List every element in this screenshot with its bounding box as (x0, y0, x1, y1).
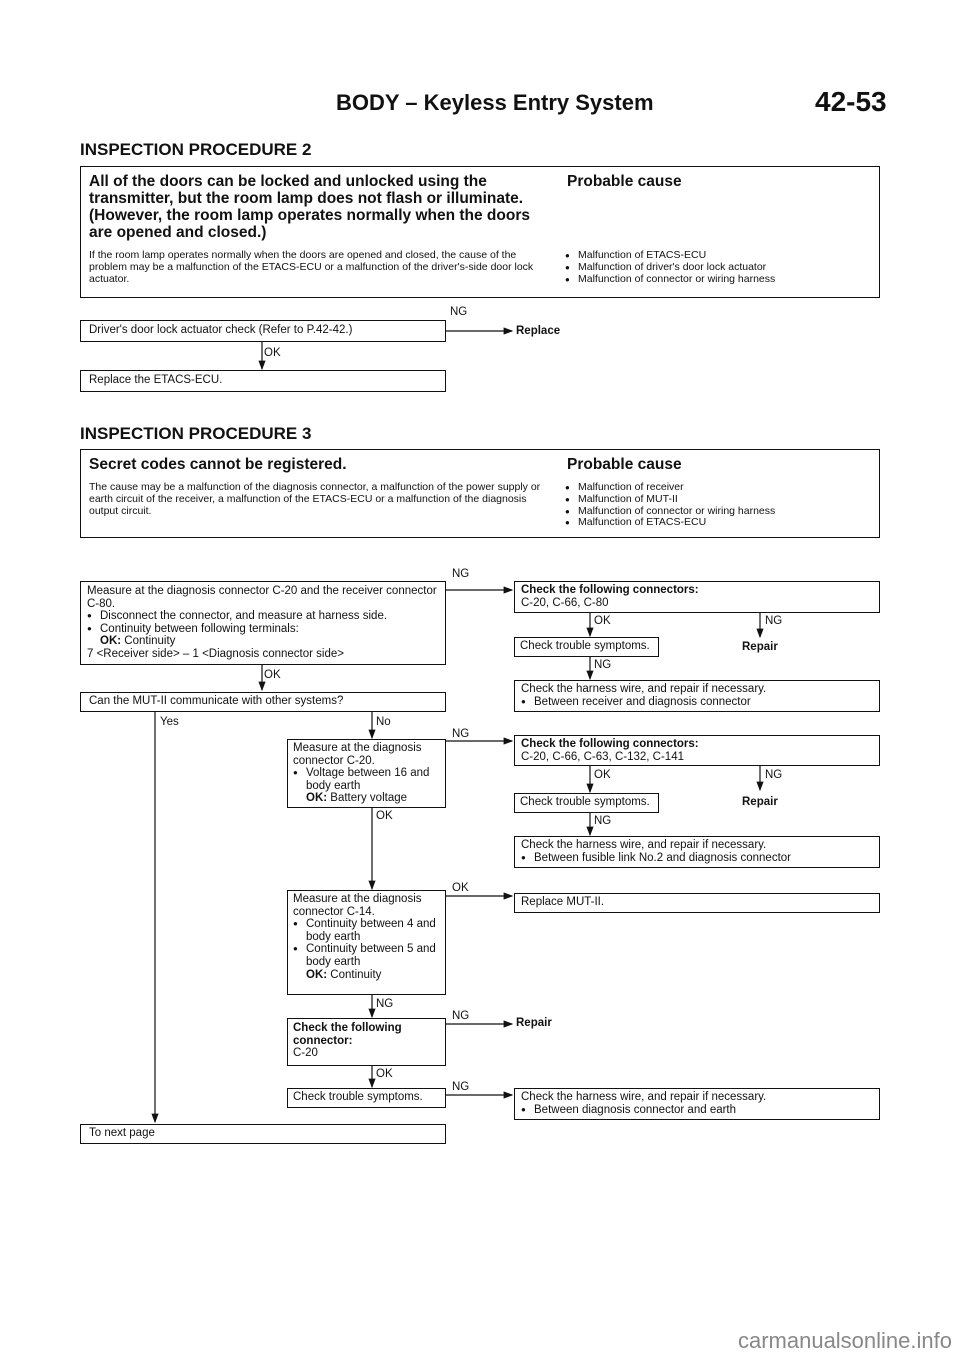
ok-criterion-label: OK: (306, 792, 328, 805)
flow-step-harness-check-1 (514, 680, 880, 712)
flow-step-check-connectors-1 (514, 581, 880, 613)
step-text: Replace MUT-II. (521, 896, 605, 908)
step-bullet: ● Between fusible link No.2 and diagnosis connector (521, 852, 873, 865)
ng-label: NG (765, 769, 783, 781)
ok-criterion: Battery voltage (330, 792, 408, 805)
ng-label: NG (594, 659, 612, 671)
step-heading: Check the following connectors: (521, 738, 699, 750)
result-repair: Repair (516, 1017, 552, 1029)
connector-list: C-20 (293, 1047, 318, 1060)
symptom-text: Secret codes cannot be registered. (89, 456, 347, 473)
step-bullet: ● Continuity between 5 and body earth (293, 943, 440, 968)
step-text: Check the harness wire, and repair if necessary. (521, 683, 767, 695)
flow-step-replace-mut (514, 893, 880, 913)
flow-step-harness-check-2 (514, 836, 880, 868)
step-text: Check the harness wire, and repair if necessary. (521, 839, 767, 851)
step-heading: Check the following connector: (293, 1022, 402, 1047)
flow-step-measure-c20-c80 (80, 581, 446, 665)
flow-step-measure-c14 (287, 890, 446, 995)
yes-label: Yes (160, 716, 179, 728)
cause-item: ● Malfunction of MUT-II (565, 494, 875, 506)
cause-item: ● Malfunction of ETACS-ECU (565, 250, 875, 262)
step-text: Measure at the diagnosis connector C-20 and the receiver connector C-80. (87, 585, 437, 610)
probable-cause-heading: Probable cause (567, 173, 682, 190)
cause-description: If the room lamp operates normally when the doors are opened and closed, the cause of the problem may be a malfunction of the ETACS-ECU or a malfunction of the driver's-side door lock actuator. (89, 249, 534, 285)
step-bullet: ● Between diagnosis connector and earth (521, 1104, 873, 1117)
step-bullet: ● Continuity between following terminals: (87, 623, 439, 636)
ok-criterion-label: OK: (306, 968, 328, 981)
step-text: Driver's door lock actuator check (Refer to P.42-42.) (89, 324, 353, 336)
ng-label: NG (450, 306, 468, 318)
flow-step-check-connector-c20 (287, 1018, 446, 1066)
step-text: Measure at the diagnosis connector C-20. (293, 742, 422, 767)
step-text: Check the harness wire, and repair if necessary. (521, 1091, 767, 1103)
ok-label: OK (594, 615, 611, 627)
connector-list: C-20, C-66, C-63, C-132, C-141 (521, 750, 684, 763)
step-bullet: ● Between receiver and diagnosis connector (521, 696, 873, 709)
result-replace: Replace (516, 325, 561, 337)
step-bullet: ● Disconnect the connector, and measure at harness side. (87, 610, 439, 623)
step-bullet: ● Continuity between 4 and body earth (293, 918, 440, 943)
cause-item: ● Malfunction of receiver (565, 482, 875, 494)
cause-description: The cause may be a malfunction of the diagnosis connector, a malfunction of the power supply or earth circuit of the receiver, a malfunction of the ETACS-ECU or a malfunction of the diagnosis output circuit. (89, 481, 541, 517)
flow-step-check-connectors-2 (514, 735, 880, 766)
watermark: carmanualsonline.info (737, 1328, 952, 1353)
step-text: Measure at the diagnosis connector C-14. (293, 893, 422, 918)
ok-label: OK (452, 882, 469, 894)
terminal-pins: 7 <Receiver side> – 1 <Diagnosis connector side> (87, 647, 344, 660)
ok-criterion: Continuity (124, 635, 176, 648)
step-bullet: ● Voltage between 16 and body earth (293, 767, 440, 792)
step-text: Check trouble symptoms. (520, 640, 650, 652)
step-text: Check trouble symptoms. (293, 1091, 423, 1103)
ok-label: OK (376, 810, 393, 822)
ng-label: NG (594, 815, 612, 827)
ng-label: NG (452, 728, 470, 740)
flow-step-to-next-page (80, 1124, 446, 1144)
symptom-text: All of the doors can be locked and unlocked using the transmitter, but the room lamp does not flash or illuminate. (However, the room lamp operates normally when the doors are opened and closed.) (89, 173, 530, 241)
step-heading: Check the following connectors: (521, 584, 699, 596)
step-text: Check trouble symptoms. (520, 796, 650, 808)
step-text: To next page (89, 1127, 155, 1139)
section-title-procedure-2: INSPECTION PROCEDURE 2 (80, 140, 312, 159)
flow-step-check-trouble (514, 793, 659, 813)
ng-label: NG (452, 1010, 470, 1022)
cause-item: ● Malfunction of connector or wiring harness (565, 274, 875, 286)
ng-label: NG (765, 615, 783, 627)
result-repair: Repair (742, 641, 778, 653)
step-text: Can the MUT-II communicate with other systems? (89, 695, 344, 707)
connector-list: C-20, C-66, C-80 (521, 596, 609, 609)
result-repair: Repair (742, 796, 778, 808)
page-header-title: BODY – Keyless Entry System (336, 90, 654, 115)
flow-step-harness-check-3 (514, 1088, 880, 1120)
ok-criterion: Continuity (330, 968, 382, 981)
flow-step-mut-question (80, 692, 446, 712)
flow-step-measure-c20-voltage (287, 739, 446, 808)
flow-step-check-trouble (514, 637, 659, 657)
ng-label: NG (452, 568, 470, 580)
ok-label: OK (264, 669, 281, 681)
ng-label: NG (452, 1081, 470, 1093)
page-number: 42-53 (815, 86, 887, 117)
cause-item: ● Malfunction of driver's door lock actuator (565, 262, 875, 274)
probable-cause-heading: Probable cause (567, 456, 682, 473)
ok-label: OK (594, 769, 611, 781)
ok-criterion-label: OK: (100, 635, 122, 648)
ok-label: OK (264, 347, 281, 359)
ok-label: OK (376, 1068, 393, 1080)
step-text: Replace the ETACS-ECU. (89, 374, 223, 386)
section-title-procedure-3: INSPECTION PROCEDURE 3 (80, 424, 312, 443)
flow-step-check-trouble (287, 1088, 446, 1108)
ng-label: NG (376, 998, 394, 1010)
cause-item: ● Malfunction of ETACS-ECU (565, 517, 875, 529)
cause-item: ● Malfunction of connector or wiring harness (565, 506, 875, 518)
no-label: No (376, 716, 391, 728)
